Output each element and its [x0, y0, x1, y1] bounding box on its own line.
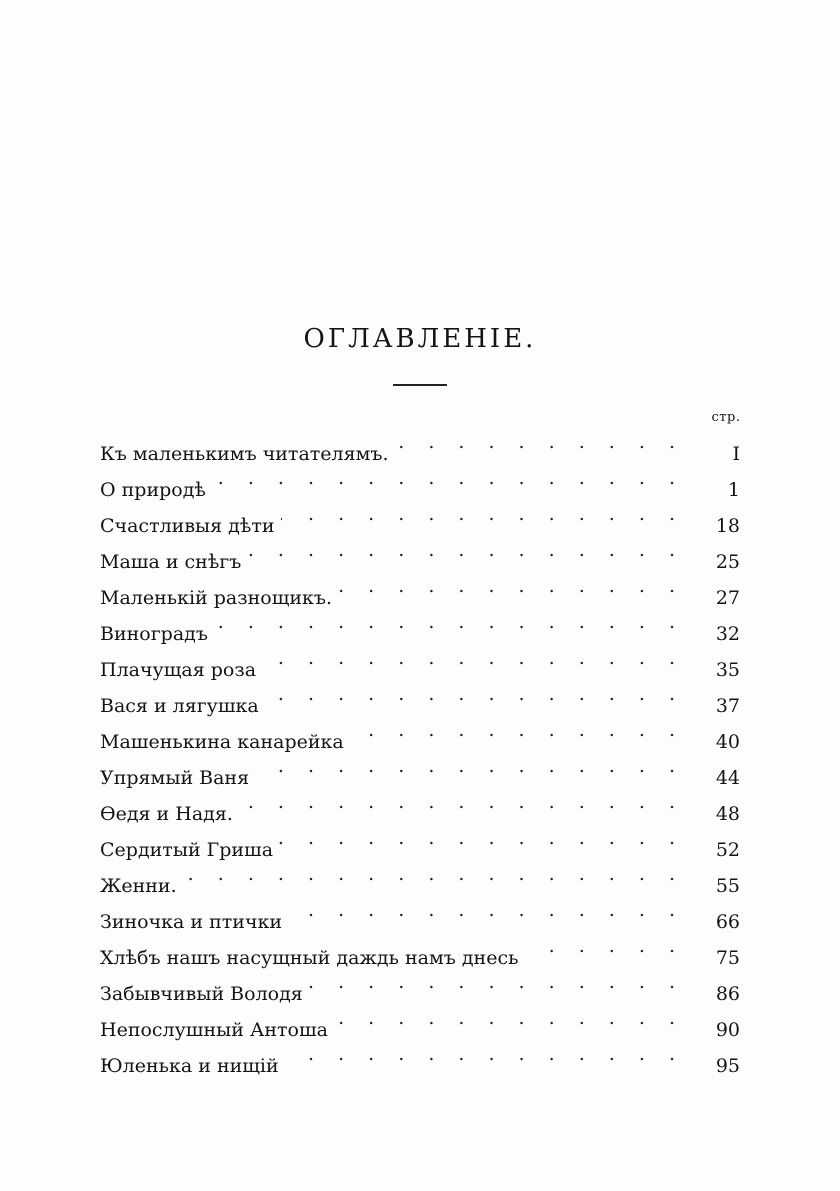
- toc-dot-leader: [247, 532, 684, 568]
- toc-dot-leader: [350, 712, 684, 748]
- toc-entry-title: Непослушный Антоша: [100, 1012, 334, 1048]
- toc-entry-page: 32: [684, 616, 740, 652]
- toc-entry-page: 25: [684, 544, 740, 580]
- toc-dot-leader: [524, 928, 684, 964]
- toc-entry-title: Вася и лягушка: [100, 688, 265, 724]
- toc-entry-page: 44: [684, 760, 740, 796]
- toc-entry-page: 86: [684, 976, 740, 1012]
- toc-dot-leader: [285, 1036, 684, 1072]
- toc-entry-title: Зиночка и птички: [100, 904, 288, 940]
- toc-entry-page: 90: [684, 1012, 740, 1048]
- toc-entry-page: 55: [684, 868, 740, 904]
- toc-entry-title: Забывчивый Володя: [100, 976, 309, 1012]
- toc-entry-title: Женни.: [100, 868, 183, 904]
- toc-entry-page: 52: [684, 832, 740, 868]
- toc-entry: [100, 424, 740, 465]
- toc-entry: [100, 892, 740, 933]
- toc-dot-leader: [288, 892, 684, 928]
- toc-entry-title: Упрямый Ваня: [100, 760, 255, 796]
- toc-entry-title: Маленькій разнощикъ.: [100, 580, 338, 616]
- toc-dot-leader: [281, 496, 685, 532]
- toc-entry-title: О природѣ: [100, 472, 212, 508]
- toc-entry-page: 95: [684, 1048, 740, 1084]
- toc-entry-page: 18: [684, 508, 740, 544]
- toc-entry-title: Ѳедя и Надя.: [100, 796, 239, 832]
- toc-entry-title: Сердитый Гриша: [100, 832, 279, 868]
- toc-entry-title: Счастливыя дѣти: [100, 508, 281, 544]
- toc-dot-leader: [262, 640, 684, 676]
- toc-entry-page: I: [684, 436, 740, 472]
- toc-entry-page: 35: [684, 652, 740, 688]
- toc-dot-leader: [239, 784, 684, 820]
- title-divider: [393, 384, 447, 386]
- toc-entry-title: Юленька и нищій: [100, 1048, 285, 1084]
- toc-entry-title: Машенькина канарейка: [100, 724, 350, 760]
- toc-entry-page: 75: [684, 940, 740, 976]
- toc-entry-page: 1: [684, 472, 740, 508]
- toc-entry-page: 66: [684, 904, 740, 940]
- toc-dot-leader: [334, 1000, 684, 1036]
- toc-dot-leader: [338, 568, 684, 604]
- toc-dot-leader: [279, 820, 684, 856]
- toc-entry-page: 40: [684, 724, 740, 760]
- toc-entry-title: Виноградъ: [100, 616, 214, 652]
- toc-dot-leader: [395, 424, 685, 460]
- table-of-contents: [100, 424, 740, 1077]
- toc-entry-page: 48: [684, 796, 740, 832]
- toc-entry-title: Хлѣбъ нашъ насущный даждь намъ днесь: [100, 940, 524, 976]
- toc-entry-page: 37: [684, 688, 740, 724]
- toc-entry-title: Къ маленькимъ читателямъ.: [100, 436, 395, 472]
- page-title: ОГЛАВЛЕНІЕ.: [303, 324, 537, 354]
- toc-entry-title: Плачущая роза: [100, 652, 262, 688]
- page-column-header: стр.: [711, 410, 741, 425]
- toc-dot-leader: [265, 676, 684, 712]
- toc-entry-page: 27: [684, 580, 740, 616]
- toc-entry-title: Маша и снѣгъ: [100, 544, 247, 580]
